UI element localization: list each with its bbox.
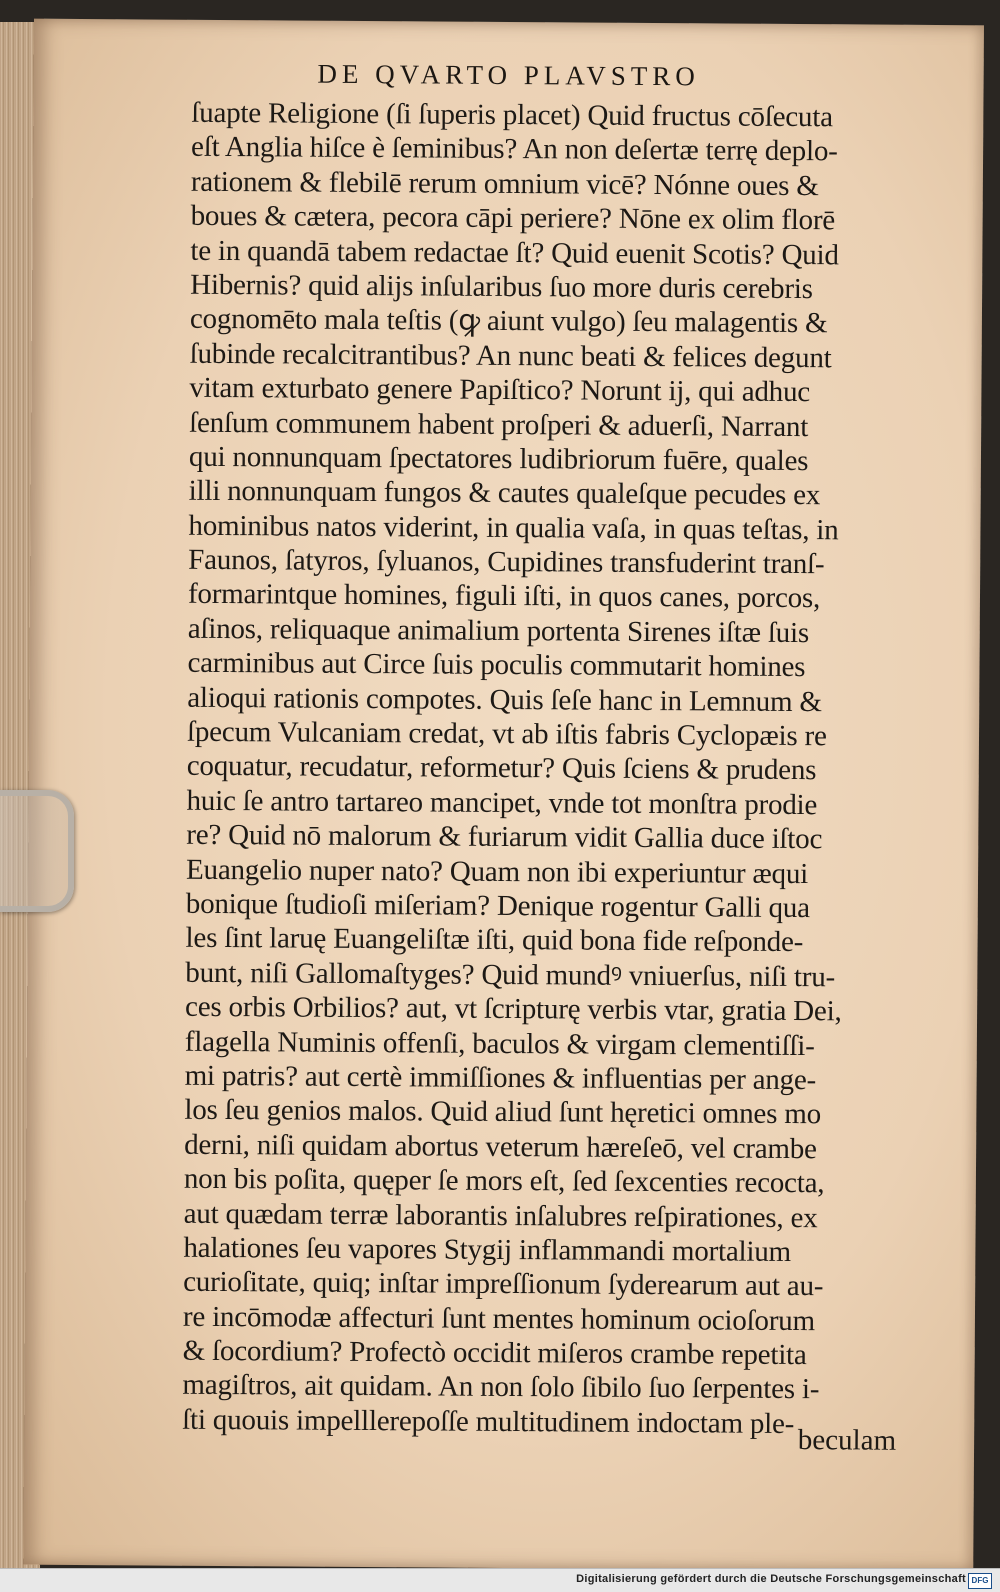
text-line: derni, niſi quidam abortus veterum hæreſeō, vel crambe xyxy=(184,1128,817,1165)
text-line: illi nonnunquam fungos & cautes qualeſque pecudes ex xyxy=(188,475,821,512)
text-line: magiſtros, ait quidam. An non ſolo ſibilo ſuo ſerpentes i- xyxy=(182,1369,820,1406)
text-line: qui nonnunquam ſpectatores ludibriorum fuēre, quales xyxy=(188,440,809,478)
text-line: ſpecum Vulcaniam credat, vt ab iſtis fabris Cyclopæis re xyxy=(186,715,827,753)
text-line: huic ſe antro tartareo mancipet, vnde tot monſtra prodie xyxy=(186,784,818,821)
footer-bar xyxy=(0,1568,1000,1592)
text-line: coquatur, recudatur, reformetur? Quis ſciens & prudens xyxy=(186,750,817,787)
text-line: bunt, niſi Gallomaſtyges? Quid mundꝰ vniuerſus, niſi tru- xyxy=(185,956,836,994)
text-line: Hibernis? quid alijs inſularibus ſuo more duris cerebris xyxy=(190,268,813,306)
text-line: non bis poſita, quęper ſe mors eſt, ſed ſexcenties recocta, xyxy=(183,1162,825,1200)
text-line: formarintque homines, figuli iſti, in quos canes, porcos, xyxy=(187,578,821,615)
text-line: hominibus natos viderint, in qualia vaſa, in quas teſtas, in xyxy=(188,509,839,546)
footer-credit: Digitalisierung gefördert durch die Deutsche Forschungsgemeinschaft xyxy=(576,1573,966,1585)
catchword: beculam xyxy=(797,1424,897,1457)
book-clasp xyxy=(0,790,74,912)
text-line: halationes ſeu vapores Stygij inflammandi mortalium xyxy=(183,1231,792,1268)
text-line: cognomēto mala teſtis (ꝙ aiunt vulgo) ſeu malagentis & xyxy=(189,303,828,340)
text-line: aſinos, reliquaque animalium portenta Sirenes iſtæ ſuis xyxy=(187,612,810,649)
text-block xyxy=(182,96,903,1442)
text-line: ſubinde recalcitrantibus? An nunc beati & felices degunt xyxy=(189,337,832,374)
text-line: vitam exturbato genere Papiſtico? Norunt ij, qui adhuc xyxy=(189,371,811,409)
text-line: flagella Numinis offenſi, baculos & virgam clementiſſi- xyxy=(184,1025,815,1062)
text-line: bonique ſtudioſi miſeriam? Denique rogentur Galli qua xyxy=(185,887,810,925)
text-line: rationem & flebilē rerum omnium vicē? Nónne oues & xyxy=(190,165,819,202)
text-line: mi patris? aut certè immiſſiones & influentias per ange- xyxy=(184,1059,817,1097)
text-line: te in quandā tabem redactae ſt? Quid euenit Scotis? Quid xyxy=(190,234,839,271)
text-line: ſenſum communem habent proſperi & aduerſi, Narrant xyxy=(189,406,809,443)
text-line: ſuapte Religione (ſi ſuperis placet) Quid fructus cōſecuta xyxy=(191,96,833,134)
text-line: boues & cætera, pecora cāpi periere? Nōne ex olim florē xyxy=(190,199,836,237)
text-line: eſt Anglia hiſce è ſeminibus? An non deſertæ terrę deplo- xyxy=(191,131,838,168)
dfg-logo: DFG xyxy=(968,1573,992,1589)
text-line: ſti quouis impelllerepoſſe multitudinem indoctam ple- xyxy=(182,1403,795,1440)
text-line: ces orbis Orbilios? aut, vt ſcripturę verbis vtar, gratia Dei, xyxy=(185,990,842,1028)
running-head: DE QVARTO PLAVSTRO xyxy=(317,58,700,92)
text-line: aut quædam terræ laborantis inſalubres reſpirationes, ex xyxy=(183,1197,818,1234)
text-line: carminibus aut Circe ſuis poculis commutarit homines xyxy=(187,647,806,684)
text-line: re? Quid nō malorum & furiarum vidit Gallia duce iſtoc xyxy=(186,818,823,856)
text-line: re incōmodæ affecturi ſunt mentes hominum ocioſorum xyxy=(182,1300,816,1337)
text-line: alioqui rationis compotes. Quis ſeſe hanc in Lemnum & xyxy=(187,681,822,718)
text-line: & ſocordium? Profectò occidit miſeros crambe repetita xyxy=(182,1334,807,1372)
text-line: les ſint laruę Euangeliſtæ iſti, quid bona fide reſponde- xyxy=(185,922,804,959)
text-line: curioſitate, quiq; inſtar impreſſionum ſyderearum aut au- xyxy=(183,1266,824,1303)
text-line: Faunos, ſatyros, ſyluanos, Cupidines transfuderint tranſ- xyxy=(188,543,825,581)
book-page xyxy=(23,19,984,1568)
text-line: Euangelio nuper nato? Quam non ibi experiuntur æqui xyxy=(185,853,809,890)
text-line: los ſeu genios malos. Quid aliud ſunt hęretici omnes mo xyxy=(184,1094,822,1131)
